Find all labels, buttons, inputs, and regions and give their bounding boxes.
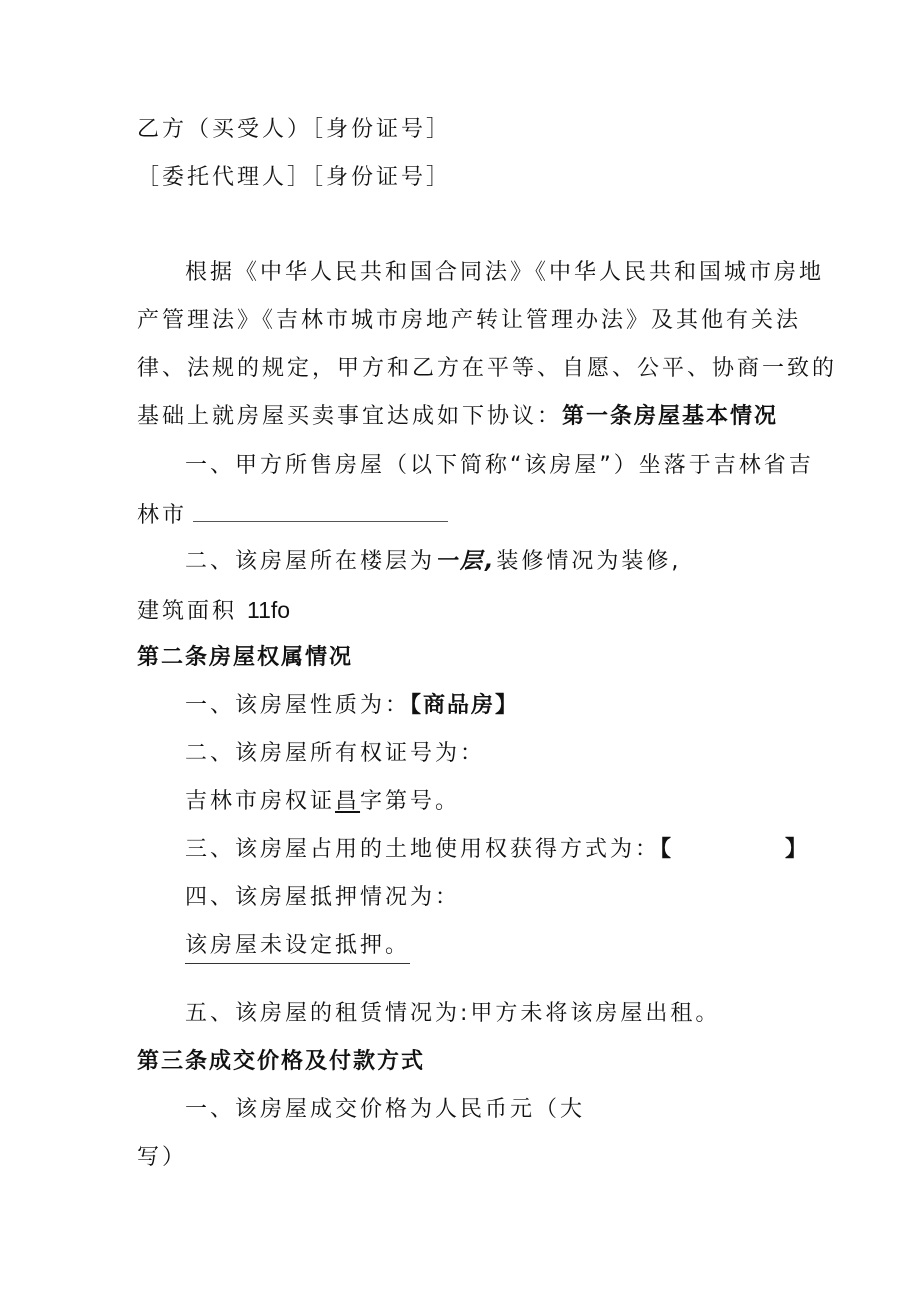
city-label: 林市: [137, 503, 188, 528]
preamble-line-3: 律、法规的规定，甲方和乙方在平等、自愿、公平、协商一致的: [137, 356, 838, 381]
cert-char: 昌: [335, 789, 361, 814]
address-blank: [193, 499, 448, 522]
cert-number-line: [185, 787, 460, 817]
preamble-line-1: 根据《中华人民共和国合同法》《中华人民共和国城市房地: [185, 260, 825, 285]
article-3-heading: 第三条成交价格及付款方式: [137, 1049, 426, 1074]
art3-item1-line-a: 一、该房屋成交价格为人民币元（大: [185, 1097, 586, 1122]
article-2-heading: 第二条房屋权属情况: [137, 645, 354, 670]
art2-item2-line: 二、该房屋所有权证号为：: [185, 741, 486, 766]
area-label: 建筑面积: [137, 599, 238, 624]
art2-item1-line: [185, 691, 519, 721]
land-use-label: 三、该房屋占用的土地使用权获得方式为：: [185, 837, 661, 862]
art1-item1-line-b: [137, 499, 448, 531]
land-use-open-bracket: 【: [660, 837, 674, 862]
article-1-heading: 第一条房屋基本情况: [562, 404, 779, 429]
art2-item4-line: 四、该房屋抵押情况为：: [185, 885, 461, 910]
art3-item1-line-b: 写）: [137, 1145, 188, 1170]
cert-prefix: 吉林市房权证: [185, 789, 336, 814]
buyer-line: 乙方（买受人）［身份证号］: [137, 117, 452, 142]
art1-item2-line: [185, 547, 681, 577]
mortgage-value-line: [185, 931, 410, 964]
preamble-text: 基础上就房屋买卖事宜达成如下协议：: [137, 404, 563, 429]
agent-line: ［委托代理人］［身份证号］: [137, 165, 452, 190]
area-value: 11fo: [247, 597, 291, 623]
art2-item3-line: [185, 835, 809, 865]
preamble-line-4: [137, 402, 778, 432]
cert-suffix: 字第号。: [360, 789, 461, 814]
floor-label: 二、该房屋所在楼层为: [185, 549, 436, 574]
area-line: [137, 595, 290, 627]
floor-value: 一层,: [435, 549, 497, 574]
art2-item5-line: 五、该房屋的租赁情况为:甲方未将该房屋出租。: [185, 1001, 721, 1026]
land-use-close-bracket: 】: [785, 837, 810, 862]
decoration-text: 装修情况为装修,: [496, 549, 682, 574]
art1-item1-line-a: 一、甲方所售房屋（以下简称“该房屋”）坐落于吉林省吉: [185, 453, 814, 478]
preamble-line-2: 产管理法》《吉林市城市房地产转让管理办法》及其他有关法: [137, 308, 802, 333]
property-type-value: 【商品房】: [410, 693, 520, 718]
mortgage-value: 该房屋未设定抵押。: [185, 931, 410, 964]
property-type-label: 一、该房屋性质为：: [185, 693, 411, 718]
